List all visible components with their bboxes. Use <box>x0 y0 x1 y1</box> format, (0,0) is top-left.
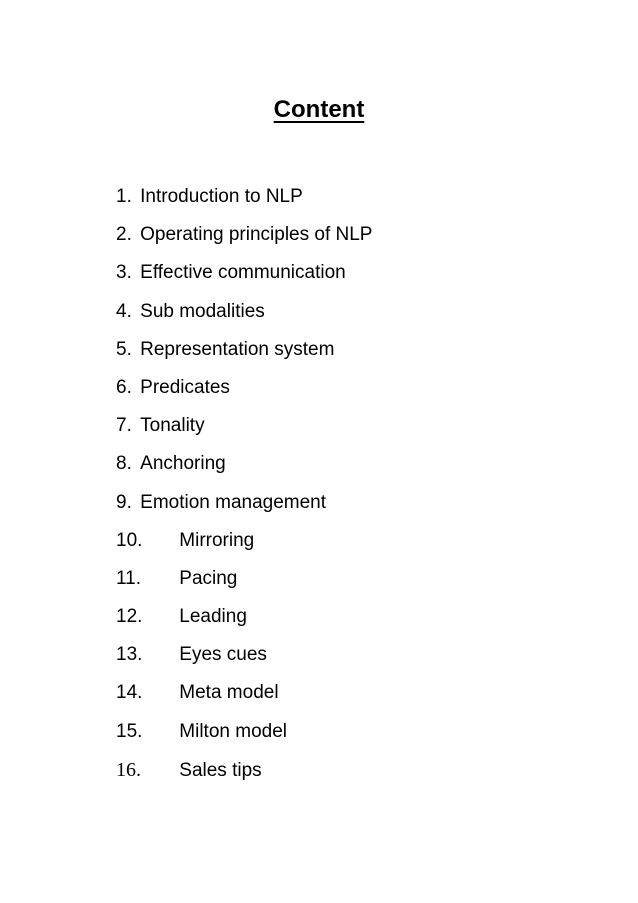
toc-item-label: Operating principles of NLP <box>140 224 373 246</box>
toc-item <box>116 489 372 527</box>
toc-item-label: Pacing <box>179 567 238 589</box>
toc-item <box>116 603 372 641</box>
toc-item-number: 15. <box>116 720 143 742</box>
toc-item-number: 8. <box>116 453 132 475</box>
toc-item-number: 1. <box>116 186 132 207</box>
toc-item <box>116 298 372 336</box>
toc-item-number: 3. <box>116 262 132 284</box>
toc-item-number: 2. <box>116 224 132 246</box>
toc-item-number: 6. <box>116 376 132 398</box>
toc-item-label: Emotion management <box>140 491 327 513</box>
toc-item-label: Representation system <box>140 338 335 360</box>
toc-item <box>116 183 372 221</box>
toc-item-number: 4. <box>116 300 132 322</box>
toc-item-label: Mirroring <box>179 529 255 551</box>
toc-item-label: Tonality <box>140 415 205 437</box>
toc-item-label: Milton model <box>179 720 287 742</box>
toc-item-label: Meta model <box>179 682 279 704</box>
toc-item-number: 14. <box>116 682 143 704</box>
toc-item <box>116 527 372 565</box>
toc-item <box>116 374 372 412</box>
toc-item-number: 7. <box>116 415 132 437</box>
toc-item <box>116 450 372 488</box>
toc-item-number: 13. <box>116 644 143 666</box>
toc-item-number: 10. <box>116 529 143 551</box>
toc-item <box>116 756 372 794</box>
toc-item <box>116 412 372 450</box>
toc-item-number: 5. <box>116 338 132 360</box>
toc-item <box>116 641 372 679</box>
toc-item-label: Eyes cues <box>179 644 267 666</box>
toc-item-number: 12. <box>116 606 143 628</box>
toc-item-number: 9. <box>116 491 132 513</box>
page-title <box>0 94 638 126</box>
toc-item <box>116 259 372 297</box>
toc-item-label: Sales tips <box>179 759 262 781</box>
toc-item <box>116 718 372 756</box>
toc-item-label: Leading <box>179 606 247 628</box>
toc-item-label: Effective communication <box>140 262 346 284</box>
page-title-text: Content <box>273 96 365 124</box>
toc-item <box>116 679 372 717</box>
table-of-contents <box>116 183 372 794</box>
toc-item-label: Sub modalities <box>140 300 265 322</box>
toc-item <box>116 336 372 374</box>
toc-item-number: 16. <box>116 758 141 781</box>
toc-item-label: Predicates <box>140 376 230 398</box>
toc-item <box>116 565 372 603</box>
toc-item-label: Introduction to NLP <box>140 186 303 207</box>
toc-item-number: 11. <box>116 567 142 589</box>
toc-item-label: Anchoring <box>140 453 226 475</box>
toc-item <box>116 221 372 259</box>
